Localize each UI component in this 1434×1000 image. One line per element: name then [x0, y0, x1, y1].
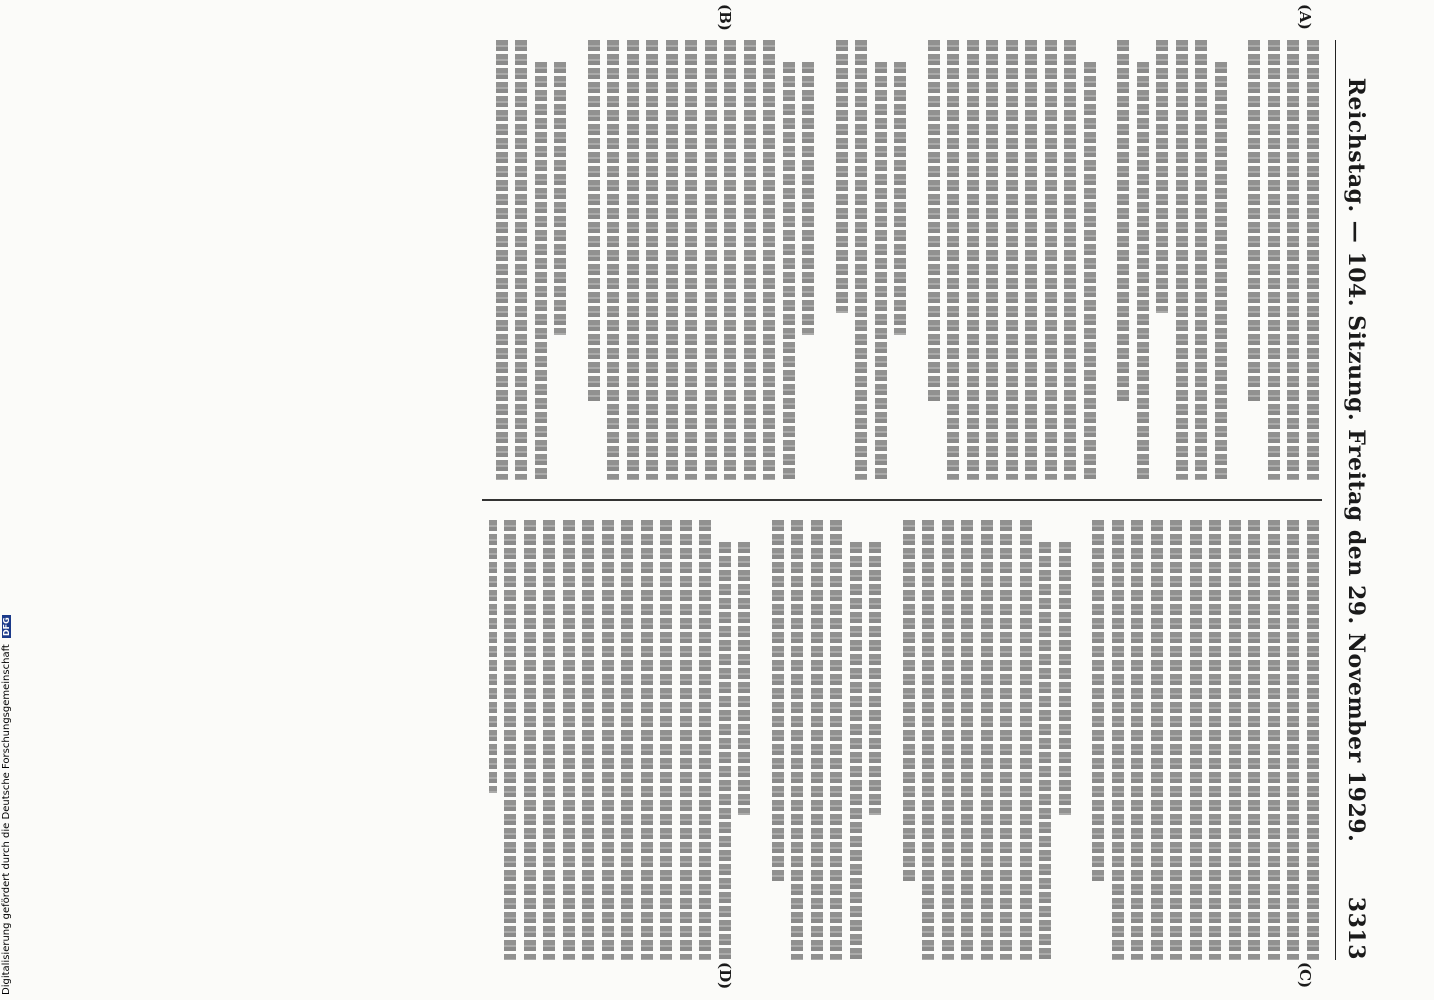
text-column-left	[489, 40, 1319, 480]
margin-marker-d: (D)	[716, 962, 734, 990]
page-header	[1335, 40, 1376, 960]
running-title: Reichstag. — 104. Sitzung. Freitag den 29. November 1929.	[1343, 77, 1369, 843]
footer-credit	[1, 600, 13, 995]
page-number: 3313	[1343, 896, 1369, 960]
column-divider	[482, 499, 1322, 501]
text-column-right	[489, 520, 1319, 960]
margin-marker-a: (A)	[1296, 4, 1314, 30]
footer-credit-text: Digitalisierung gefördert durch die Deutsche Forschungsgemeinschaft	[1, 644, 12, 995]
margin-marker-c: (C)	[1296, 962, 1314, 989]
dfg-logo: DFG	[2, 617, 11, 636]
margin-marker-b: (B)	[716, 4, 734, 31]
